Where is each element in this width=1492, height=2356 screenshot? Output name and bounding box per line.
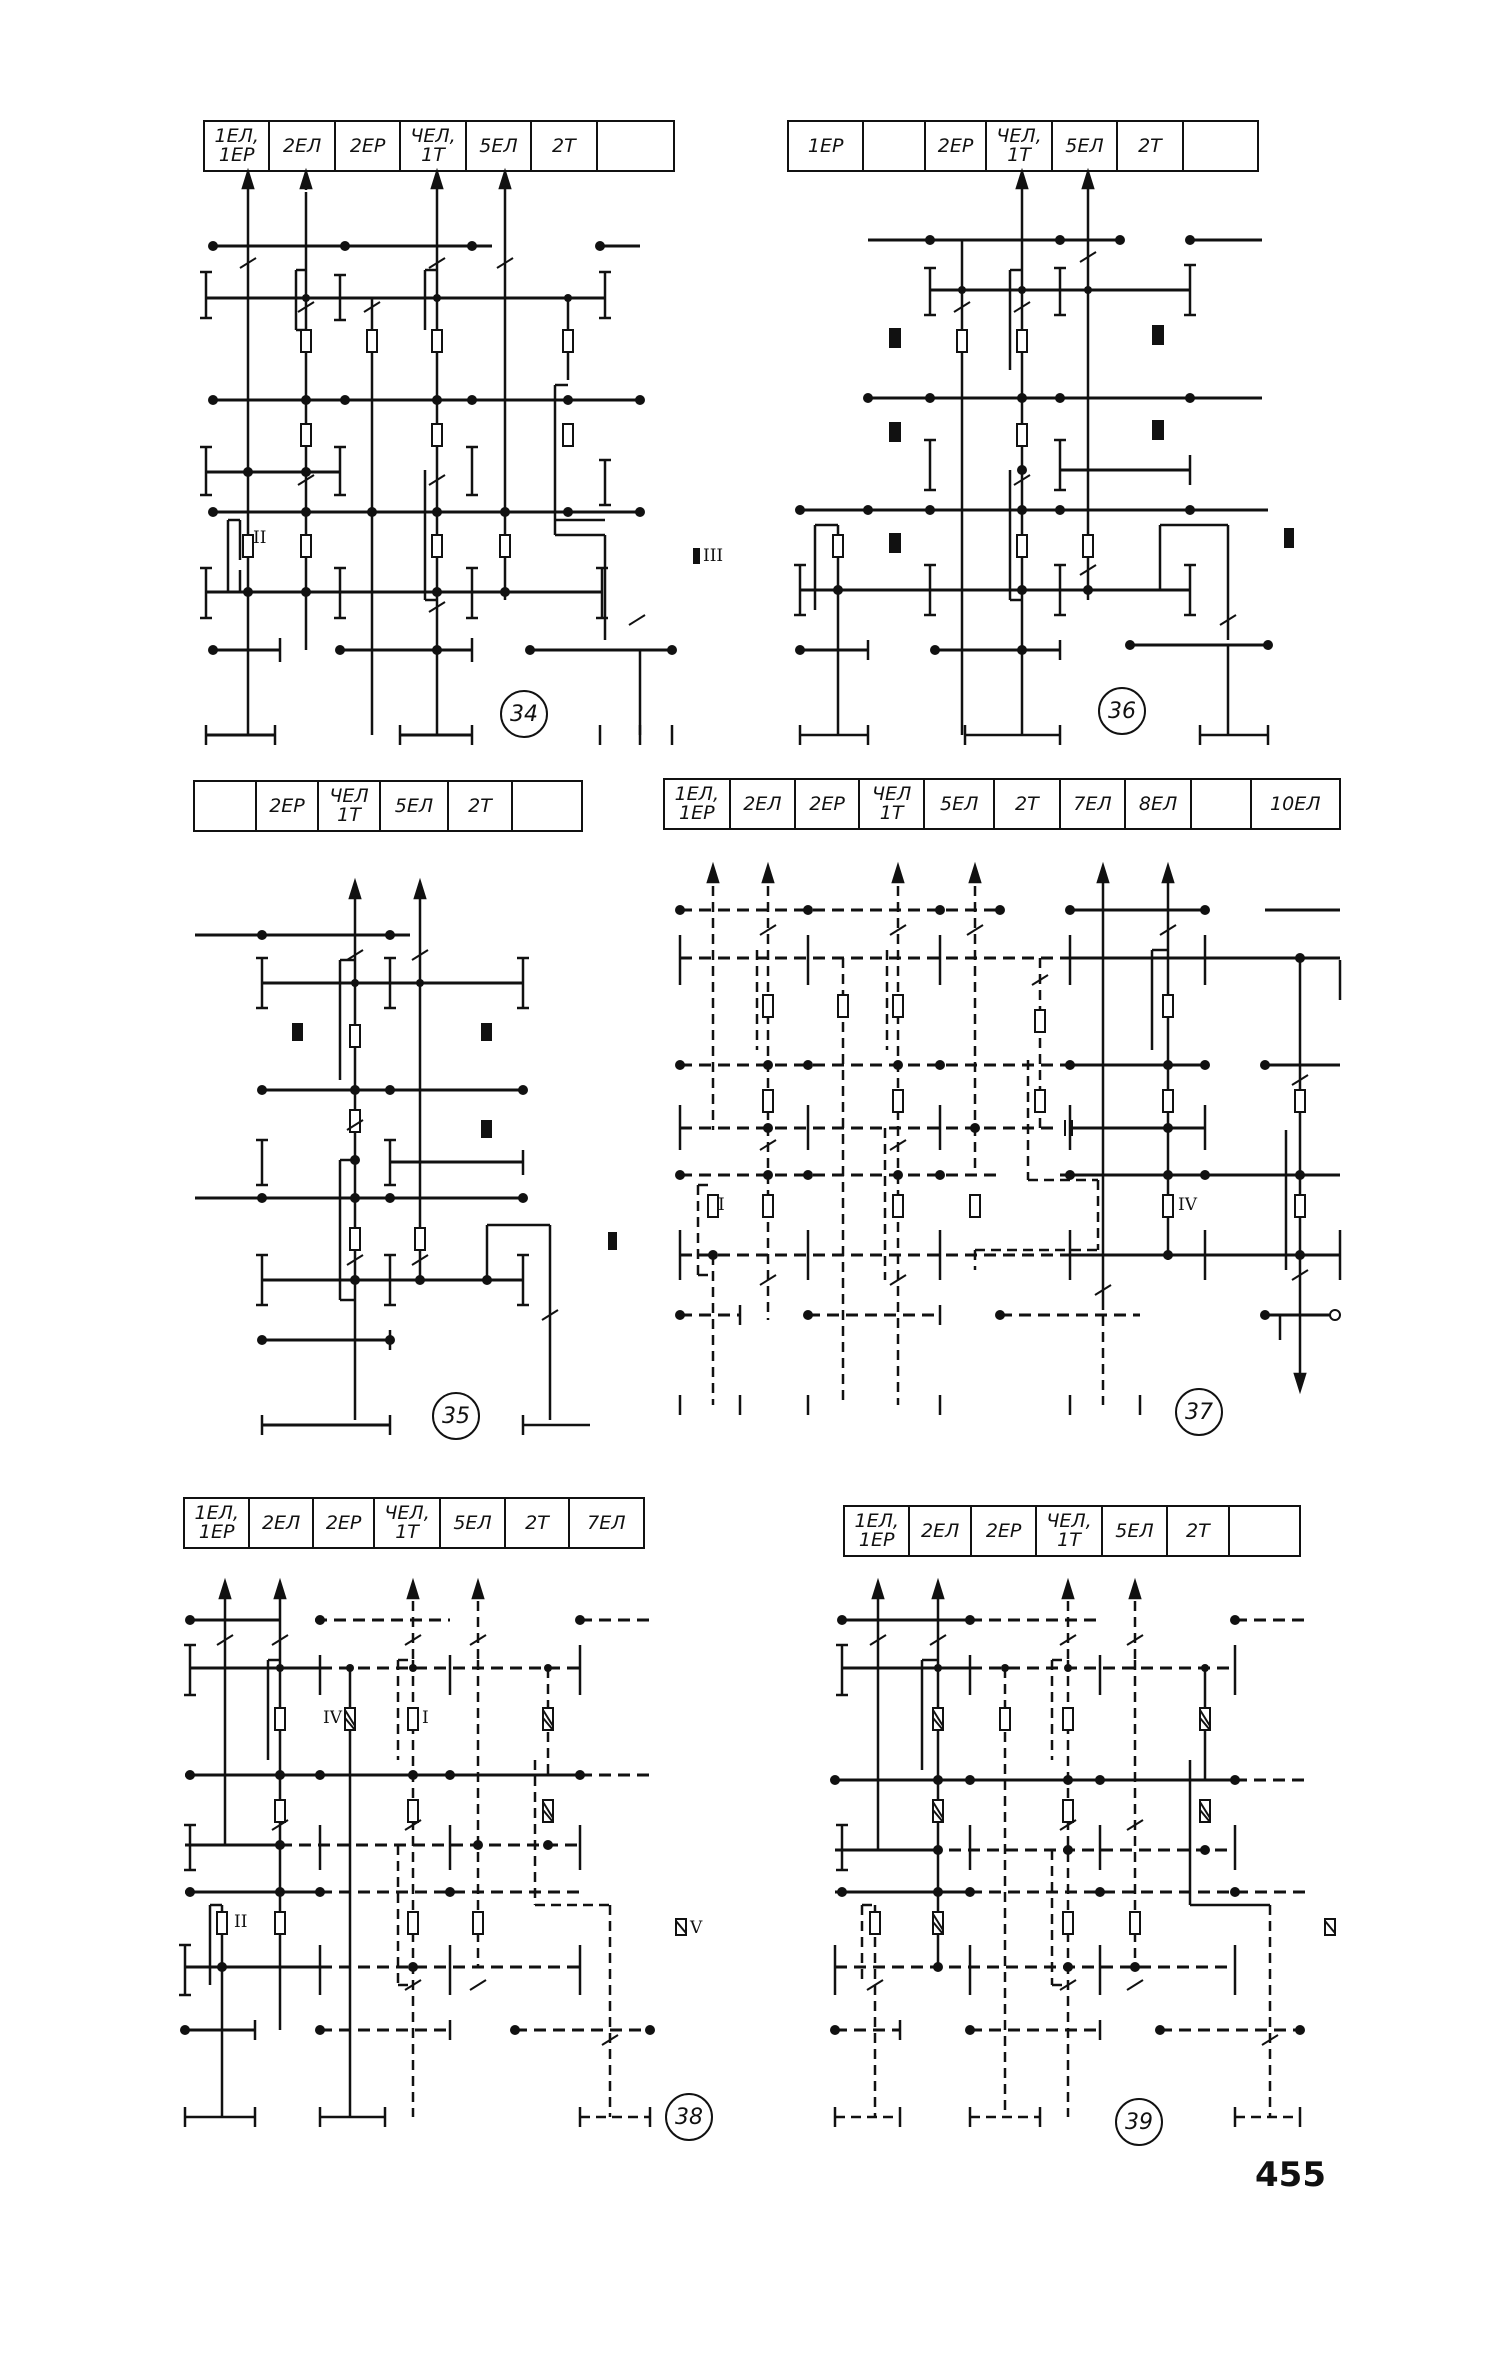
header-cell: ЧЕЛ, 1Т	[987, 122, 1052, 170]
output-arrows	[873, 1582, 1140, 1720]
header-cell: ЧЕЛ 1Т	[319, 782, 381, 830]
header-cell: 5ЕЛ	[1053, 122, 1118, 170]
header-cell: ЧЕЛ 1Т	[860, 780, 926, 828]
slash-marks	[867, 1635, 1278, 2045]
header-cell: 2Т	[1118, 122, 1183, 170]
header-cell: 1ЕЛ, 1ЕР	[205, 122, 270, 170]
figure-number-38: 38	[665, 2093, 713, 2141]
header-cell: 2Т	[506, 1499, 569, 1547]
header-cell: 2ЕЛ	[270, 122, 335, 170]
roman-mark: IV	[323, 1708, 342, 1728]
header-cell: 5ЕЛ	[925, 780, 995, 828]
roman-mark: IV	[1178, 1195, 1197, 1215]
header-cell: 5ЕЛ	[1103, 1507, 1168, 1555]
header-cell: 2Т	[1168, 1507, 1229, 1555]
roman-mark: II	[234, 1912, 248, 1932]
figure-number-39: 39	[1115, 2098, 1163, 2146]
roman-mark: V	[690, 1918, 703, 1938]
header-cell: 1ЕЛ, 1ЕР	[665, 780, 731, 828]
header-cell: 7ЕЛ	[1061, 780, 1127, 828]
header-cell: 2ЕР	[336, 122, 401, 170]
roman-mark: II	[253, 528, 267, 548]
header-cell: 2Т	[449, 782, 513, 830]
header-cell: 2ЕР	[796, 780, 860, 828]
header-cell: 2ЕЛ	[250, 1499, 313, 1547]
roman-mark: III	[703, 546, 724, 566]
header-cell: 2ЕР	[257, 782, 319, 830]
figure-number-35: 35	[432, 1392, 480, 1440]
header-cell: 8ЕЛ	[1126, 780, 1192, 828]
roman-mark: I	[718, 1195, 725, 1215]
header-cell: 2Т	[532, 122, 597, 170]
header-cell: 2ЕЛ	[731, 780, 797, 828]
header-cell: 1ЕЛ, 1ЕР	[845, 1507, 910, 1555]
header-cell: 2ЕР	[972, 1507, 1037, 1555]
header-cell: ЧЕЛ, 1Т	[1037, 1507, 1102, 1555]
figure-number-37: 37	[1175, 1388, 1223, 1436]
header-cell: 2ЕЛ	[910, 1507, 971, 1555]
header-cell: 5ЕЛ	[467, 122, 532, 170]
header-cell: 2ЕР	[926, 122, 987, 170]
header-cell: ЧЕЛ, 1Т	[375, 1499, 440, 1547]
header-cell: 5ЕЛ	[441, 1499, 506, 1547]
figure-number-34: 34	[500, 690, 548, 738]
header-cell: 1ЕЛ, 1ЕР	[185, 1499, 250, 1547]
header-cell: ЧЕЛ, 1Т	[401, 122, 466, 170]
header-cell: 5ЕЛ	[381, 782, 449, 830]
figure-number-36: 36	[1098, 687, 1146, 735]
header-cell: 2ЕР	[314, 1499, 375, 1547]
roman-mark: I	[422, 1708, 429, 1728]
header-cell: 2Т	[995, 780, 1061, 828]
header-cell: 10ЕЛ	[1270, 792, 1321, 815]
header-cell: 1ЕР	[789, 122, 864, 170]
header-cell: 7ЕЛ	[587, 1511, 626, 1534]
page-number: 455	[1255, 2155, 1326, 2195]
marker-blocks	[1325, 1919, 1335, 1935]
